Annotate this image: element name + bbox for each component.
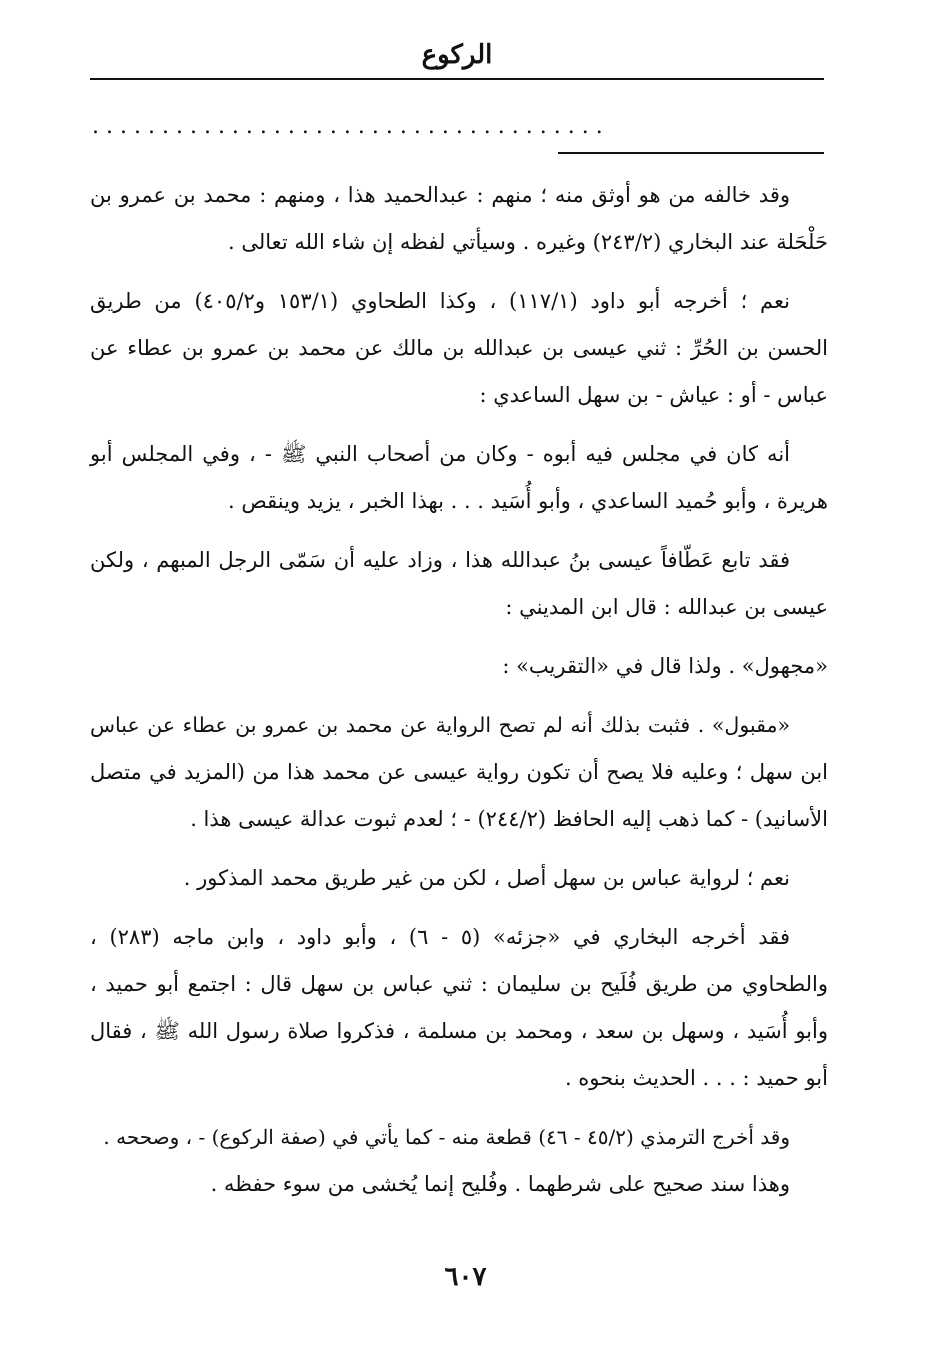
page-header-title: الركوع <box>421 40 493 70</box>
paragraph-gap <box>90 843 828 855</box>
header-rule <box>90 78 824 80</box>
text-line: عيسى بن عبدالله : قال ابن المديني : <box>505 595 828 619</box>
paragraph-gap <box>90 1102 828 1114</box>
paragraph-gap <box>90 631 828 643</box>
text-line: حَلْحَلة عند البخاري (٢٤٣/٢) وغيره . وسيأتي لفظه إن شاء الله تعالى . <box>228 230 828 254</box>
text-line: أبو حميد : . . . الحديث بنحوه . <box>564 1066 828 1090</box>
paragraph-gap <box>90 419 828 431</box>
text-line: أنه كان في مجلس فيه أبوه - وكان من أصحاب النبي ﷺ - ، وفي المجلس أبو <box>90 442 790 466</box>
text-line: نعم ؛ لرواية عباس بن سهل أصل ، لكن من غير طريق محمد المذكور . <box>183 866 790 890</box>
text-line: الحسن بن الحُرِّ : ثني عيسى بن عبدالله بن مالك عن محمد بن عمرو بن عطاء عن <box>90 336 828 360</box>
page-number: ٦٠٧ <box>444 1262 487 1292</box>
paragraph-gap <box>90 525 828 537</box>
text-line: والطحاوي من طريق فُلَيح بن سليمان : ثني عباس بن سهل قال : اجتمع أبو حميد ، <box>90 972 828 996</box>
text-line: وهذا سند صحيح على شرطهما . وفُليح إنما يُخشى من سوء حفظه . <box>210 1172 790 1196</box>
text-line: «مجهول» . ولذا قال في «التقريب» : <box>502 654 828 678</box>
text-line: هريرة ، وأبو حُميد الساعدي ، وأبو أُسَيد . . . بهذا الخبر ، يزيد وينقص . <box>228 489 828 513</box>
footnote-short-rule <box>558 152 824 154</box>
text-line: عباس - أو : عياش - بن سهل الساعدي : <box>479 383 828 407</box>
paragraph-gap <box>90 902 828 914</box>
paragraph-gap <box>90 266 828 278</box>
text-line: الأسانيد) - كما ذهب إليه الحافظ (٢٤٤/٢) - ؛ لعدم ثبوت عدالة عيسى هذا . <box>190 807 828 831</box>
text-line: فقد أخرجه البخاري في «جزئه» (٥ - ٦) ، وأبو داود ، وابن ماجه (٢٨٣) ، <box>90 925 790 949</box>
text-line: وقد خالفه من هو أوثق منه ؛ منهم : عبدالحميد هذا ، ومنهم : محمد بن عمرو بن <box>90 183 790 207</box>
footnote-dotted-separator: ..................................... <box>92 114 610 139</box>
paragraph-gap <box>90 690 828 702</box>
text-line: وأبو أُسَيد ، وسهل بن سعد ، ومحمد بن مسلمة ، فذكروا صلاة رسول الله ﷺ ، فقال <box>90 1019 828 1043</box>
text-line: وقد أخرج الترمذي (٤٥/٢ - ٤٦) قطعة منه - كما يأتي في (صفة الركوع) - ، وصححه . <box>103 1125 790 1149</box>
main-text <box>90 172 828 1208</box>
text-line: نعم ؛ أخرجه أبو داود (١١٧/١) ، وكذا الطحاوي (١٥٣/١ و٤٠٥/٢) من طريق <box>90 289 790 313</box>
text-line: ابن سهل ؛ وعليه فلا يصح أن تكون رواية عيسى عن محمد هذا من (المزيد في متصل <box>90 760 828 784</box>
text-line: فقد تابع عَطّافاً عيسى بنُ عبدالله هذا ، وزاد عليه أن سَمّى الرجل المبهم ، ولكن <box>90 548 790 572</box>
text-line: «مقبول» . فثبت بذلك أنه لم تصح الرواية عن محمد بن عمرو بن عطاء عن عباس <box>90 713 790 737</box>
